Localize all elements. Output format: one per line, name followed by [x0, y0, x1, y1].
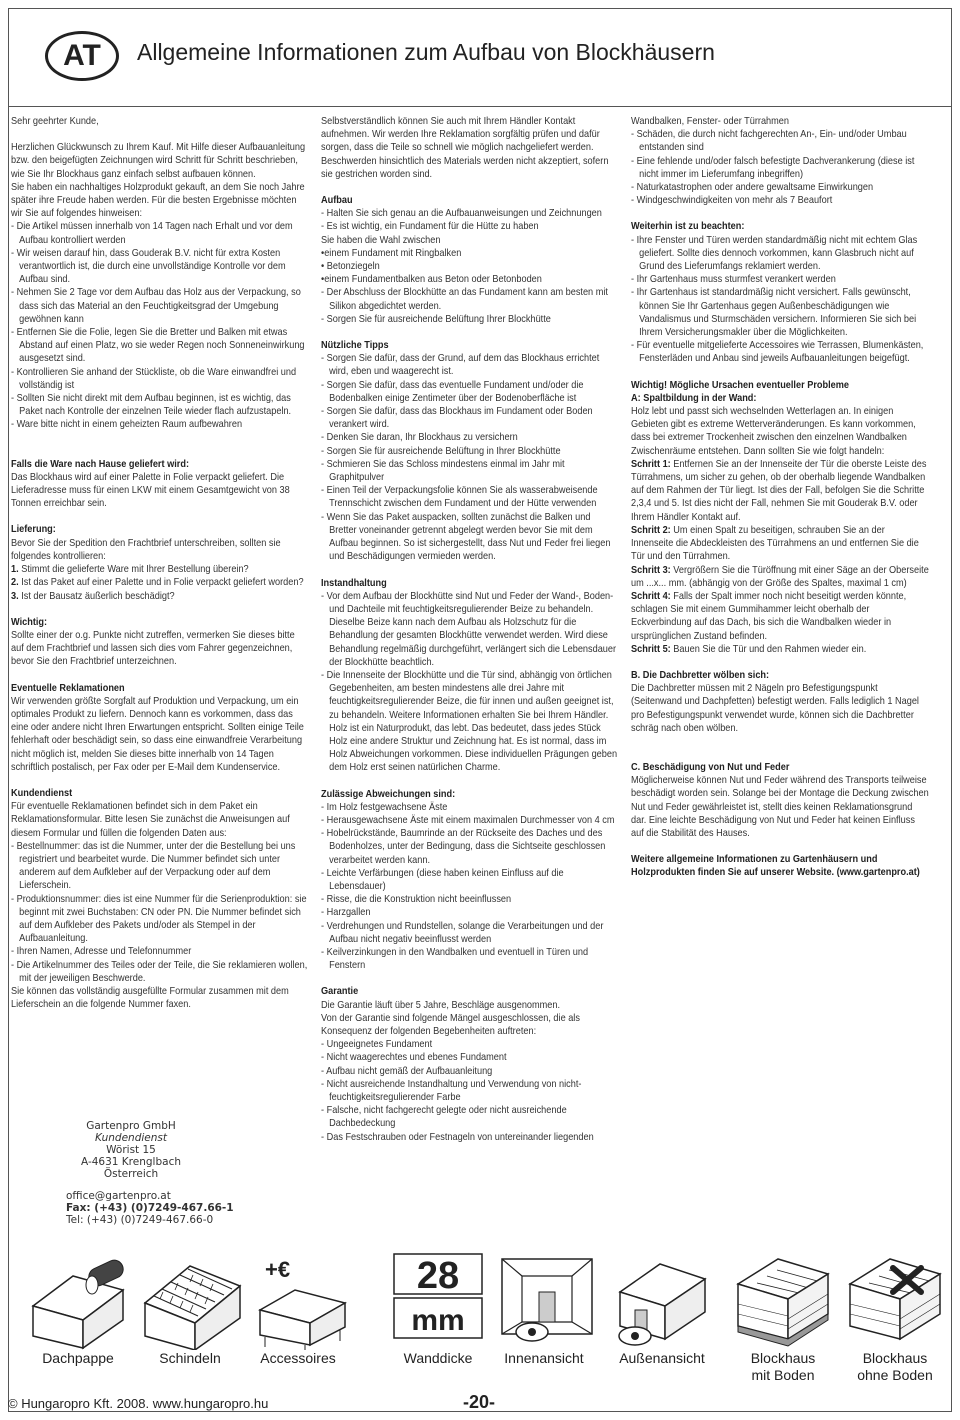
company-name: Gartenpro GmbH — [86, 1120, 176, 1132]
list-item: - Bestellnummer: das ist die Nummer, unter der die Bestellung bei uns registriert und bearbeitet wurde. Die Nummer befindet sich unter anderem auf dem Aufkleber auf der Verpackung oder auf dem Lieferschein. — [11, 840, 296, 892]
section-heading: Lieferung: — [11, 524, 56, 536]
tips-list — [321, 352, 619, 563]
phone: Tel: (+43) (0)7249-467.66-0 — [66, 1214, 214, 1226]
list-item: - Entfernen Sie die Folie, legen Sie die Bretter und Balken mit etwas Abstand auf einen Platz, wo sie weder Regen noch Sonneneinwirkung ausgesetzt sind. — [11, 327, 305, 365]
step: Schritt 4: Falls der Spalt immer noch nicht beseitigt werden könnte, schlagen Sie mit einem Gummihammer leicht oberhalb der Eckverbindung auf das Dach, bis sich die Wandbalken wieder in ursprünglichen Zustand befinden. — [631, 590, 907, 642]
list-item: - Naturkatastrophen oder andere gewaltsame Einwirkungen — [631, 182, 874, 194]
intro-paragraph-2: Sie haben ein nachhaltiges Holzprodukt gekauft, an dem Sie noch Jahre später ihre Freude haben werden. Für die besten Ergebnisse möchten wir Sie auf folgendes hinweisen: — [11, 181, 305, 220]
label-accessories: Accessoires — [260, 1350, 336, 1366]
country-badge: AT — [45, 31, 119, 81]
subsection-heading: C. Beschädigung von Nut und Feder — [631, 761, 790, 773]
accessories-icon — [260, 1257, 345, 1350]
street: Wörist 15 — [106, 1144, 156, 1156]
list-item: Wandbalken, Fenster- oder Türrahmen — [631, 116, 789, 127]
paragraph: Selbstverständlich können Sie auch mit Ihrem Händler Kontakt aufnehmen. Wir werden Ihre Reklamation sorgfältig prüfen und dafür sorgen, dass die Teile so schnell wie möglich nachgeliefert werden. Beschwerden hinsichtlich des Materials werden nicht akzeptiert, sofern sie gestrichen worden sind. — [321, 116, 609, 180]
paragraph: Sie können das vollständig ausgefüllte Formular zusammen mit dem Lieferschein an die folgende Nummer faxen. — [11, 985, 289, 1011]
list-item: - Die Innenseite der Blockhütte und die Tür sind, abhängig von örtlichen Gegebenheiten, am besten mindestens alle drei Jahre mit feuchtigkeitsregulierender Beize, die für innen und außen geeignet ist, zu behandeln. Weitere Informationen erhalten Sie bei Ihrem Händler. Holz ist ein Naturprodukt, das lebt. Das bedeutet, dass jedes Stück Holz eine andere Struktur und Zeichnung hat. Es ist normal, dass im Holz Abweichungen vorkommen. Diese individuellen Prägungen geben dem Holz erst seinen natürlichen Charme. — [321, 669, 618, 774]
section-heading: Nützliche Tipps — [321, 340, 389, 352]
list-item: - Denken Sie daran, Ihr Blockhaus zu versichern — [321, 432, 518, 444]
department: Kundendienst — [95, 1132, 167, 1144]
list-item: • Betonziegeln — [321, 261, 380, 273]
subsection-heading: A: Spaltbildung in der Wand: — [631, 392, 757, 404]
column-2 — [321, 115, 619, 1144]
list-item: - Windgeschwindigkeiten von mehr als 7 Beaufort — [631, 195, 833, 207]
list-item: - Die Artikel müssen innerhalb von 14 Tagen nach Erhalt und vor dem Aufbau kontrolliert werden — [11, 221, 293, 246]
list-item: - Kontrollieren Sie anhand der Stückliste, ob die Ware einwandfrei und vollständig ist — [11, 366, 297, 391]
section-heading: Wichtig: — [11, 616, 48, 628]
exterior-view-icon — [619, 1264, 705, 1345]
list-item: - Für eventuelle mitgelieferte Accessoires wie Terrassen, Blumenkästen, Fensterläden und Anbau sind jeweils Aufbauanleitungen beigefügt. — [631, 340, 924, 365]
paragraph: Das Blockhaus wird auf einer Palette in Folie verpackt geliefert. Die Lieferadresse muss für einen LKW mit einem Gesamtgewicht von 38 Tonnen erreichbar sein. — [11, 471, 290, 510]
list-item: - Sorgen Sie dafür, dass das eventuelle Fundament und/oder die Bodenbalken einige Zentimeter über der Bodenoberfläche ist — [321, 379, 584, 404]
step: Schritt 5: Bauen Sie die Tür und den Rahmen wieder ein. — [631, 643, 867, 655]
list-item: - Aufbau nicht gemäß der Aufbauanleitung — [321, 1065, 493, 1077]
subsection-heading: B. Die Dachbretter wölben sich: — [631, 669, 770, 681]
list-item: - Leichte Verfärbungen (diese haben keinen Einfluss auf die Lebensdauer) — [321, 867, 564, 892]
paragraph: Sollte einer der o.g. Punkte nicht zutreffen, vermerken Sie dieses bitte auf dem Frachtbrief und lassen sich dies vom Fahrer gegenzeichnen, bevor Sie den Frachtbrief unterzeichnen. — [11, 629, 295, 668]
paragraph: Möglicherweise können Nut und Feder während des Transports teilweise beschädigt worden sein. Solange bei der Montage die Deckung zwischen Nut und Feder gewährleistet ist, stellt dies keinen Reklamationsgrund dar. Eine leichte Beschädigung von Nut und Feder hat keinen Einfluss auf die Stabilität des Hauses. — [631, 775, 929, 839]
paragraph: Holz lebt und passt sich wechselnden Wetterlagen an. In einigen Gebieten gibt es extreme Wetterveränderungen. Es kann vorkommen, dass bei extremer Trockenheit zwischen den einzelnen Wandbalken Zwischenräume entstehen. Dann sollten Sie wie folgt handeln: — [631, 406, 916, 457]
step: Schritt 2: Um einen Spalt zu beseitigen, schrauben Sie an der Innenseite die Abdeckleisten des Türrahmens an und entfernen Sie die Tür und den Türrahmen. — [631, 524, 919, 563]
list-item: - Sorgen Sie für ausreichende Belüftung in Ihrer Blockhütte — [321, 445, 561, 457]
warranty-list — [321, 1038, 619, 1144]
column-1 — [11, 115, 309, 1011]
list-item: - Der Abschluss der Blockhütte an das Fundament kann am besten mit Silikon abgedichtet werden. — [321, 287, 608, 312]
list-item: - Sorgen Sie dafür, dass der Grund, auf dem das Blockhaus errichtet wird, eben und waagerecht ist. — [321, 353, 600, 378]
shingles-icon — [145, 1266, 240, 1350]
roofing-felt-icon — [33, 1257, 126, 1348]
delivery-checklist — [11, 563, 309, 603]
label-cabin-with-floor: Blockhaus mit Boden — [750, 1350, 816, 1383]
check-list — [11, 220, 309, 431]
deviations-list — [321, 801, 619, 973]
list-item: - Es ist wichtig, ein Fundament für die Hütte zu haben — [321, 221, 539, 233]
assembly-list — [321, 207, 619, 326]
paragraph: Von der Garantie sind folgende Mängel ausgeschlossen, die als Konsequenz der folgenden Begebenheiten auftreten: — [321, 1012, 580, 1037]
page-title: Allgemeine Informationen zum Aufbau von Blockhäusern — [137, 39, 715, 65]
list-item: - Hobelrückstände, Baumrinde an der Rückseite des Daches und des Bodenholzes, unter der Bedingung, dass die Sichtseite geschlossen verarbeitet werden kann. — [321, 828, 606, 866]
list-item: Sie haben die Wahl zwischen — [321, 234, 441, 246]
list-item: - Falsche, nicht fachgerecht gelegte oder nicht ausreichende Dachbedeckung — [321, 1105, 567, 1130]
greeting: Sehr geehrter Kunde, — [11, 116, 99, 127]
website-note: Weitere allgemeine Informationen zu Gartenhäusern und Holzprodukten finden Sie auf unserer Website. (www.gartenpro.at) — [631, 854, 920, 879]
list-item: - Nicht ausreichende Instandhaltung und Verwendung von nicht-feuchtigkeitsregulierender Farbe — [321, 1078, 582, 1104]
section-heading: Falls die Ware nach Hause geliefert wird: — [11, 458, 190, 470]
list-item: - Sorgen Sie für ausreichende Belüftung Ihrer Blockhütte — [321, 313, 551, 325]
section-heading: Eventuelle Reklamationen — [11, 682, 125, 694]
list-item: - Sollten Sie nicht direkt mit dem Aufbau beginnen, ist es wichtig, das Paket nach Kontrolle der einzelnen Teile wieder flach aufzustapeln. — [11, 393, 292, 418]
feature-icons — [0, 1250, 960, 1350]
warranty-list-cont — [631, 115, 929, 207]
list-item: - Nicht waagerechtes und ebenes Fundament — [321, 1052, 507, 1064]
city: A-4631 Krenglbach — [81, 1156, 181, 1168]
fax: Fax: (+43) (0)7249-467.66-1 — [66, 1202, 234, 1214]
section-heading: Zulässige Abweichungen sind: — [321, 788, 456, 800]
section-heading: Weiterhin ist zu beachten: — [631, 221, 745, 233]
list-item: - Das Festschrauben oder Festnageln von untereinander liegenden — [321, 1131, 594, 1143]
maintenance-list — [321, 590, 619, 775]
list-item: - Wir weisen darauf hin, dass Gouderak B.V. nicht für extra Kosten verantwortlich ist, die durch eine unvollständige Kontrolle vor dem Aufbau sind. — [11, 247, 286, 286]
email[interactable]: office@gartenpro.at — [66, 1190, 171, 1202]
list-item: - Keilverzinkungen in den Wandbalken und eventuell in Türen und Fenstern — [321, 946, 589, 972]
list-item: - Herausgewachsene Äste mit einem maximalen Durchmesser von 4 cm — [321, 814, 615, 826]
section-heading: Instandhaltung — [321, 577, 387, 589]
label-interior-view: Innenansicht — [504, 1350, 584, 1366]
list-item: - Ihr Gartenhaus ist standardmäßig nicht versichert. Falls gewünscht, können Sie Ihr Gartenhaus gegen Außenbeschädigungen wie Vandalismus und Sturmschäden versichern. Informieren Sie sich bei Ihrem Versicherungsmakler über die Möglichkeiten. — [631, 287, 917, 339]
section-heading: Kundendienst — [11, 787, 73, 799]
list-item: •einem Fundamentbalken aus Beton oder Betonboden — [321, 274, 542, 286]
notes-list — [631, 234, 929, 366]
list-item: •einem Fundament mit Ringbalken — [321, 247, 462, 259]
step: Schritt 1: Entfernen Sie an der Innenseite der Tür die oberste Leiste des Türrahmens, um sicher zu gehen, ob der oberhalb liegende Wandbalken auf dem Rahmen der Tür liegt. Ist dies der Fall, befolgen Sie die Schritte 2,3,4 und 5. Ist dies nicht der Fall, nehmen Sie mit Gouderak B.V. oder Ihrem Händler Kontakt auf. — [631, 458, 927, 523]
plus-euro-label: +€ — [265, 1257, 291, 1282]
page-number: -20- — [463, 1392, 496, 1412]
cabin-without-floor-icon — [850, 1259, 940, 1339]
list-item: - Verdrehungen und Rundstellen, solange die Verarbeitungen und der Aufbau nicht negativ beeinflusst werden — [321, 920, 604, 945]
contact-block — [66, 1120, 234, 1226]
list-item: - Ihr Gartenhaus muss sturmfest verankert werden — [631, 274, 836, 286]
section-heading: Wichtig! Mögliche Ursachen eventueller Probleme — [631, 379, 849, 391]
section-heading: Garantie — [321, 986, 359, 998]
country: Österreich — [103, 1168, 159, 1180]
list-item: - Sorgen Sie dafür, dass das Blockhaus im Fundament oder Boden verankert wird. — [321, 406, 593, 431]
label-wall-thickness: Wanddicke — [403, 1350, 473, 1366]
list-item: - Eine fehlende und/oder falsch befestigte Dachverankerung (diese ist nicht immer im Lieferumfang inbegriffen) — [631, 155, 915, 180]
label-cabin-without-floor: Blockhaus ohne Boden — [857, 1350, 933, 1383]
thickness-value: 28 — [416, 1255, 460, 1297]
paragraph: Für eventuelle Reklamationen befindet sich in dem Paket ein Reklamationsformular. Bitte lesen Sie zunächst die Anweisungen auf diesem Formular und füllen die folgenden Daten aus: — [11, 801, 290, 839]
label-shingles: Schindeln — [159, 1350, 221, 1366]
list-item: - Einen Teil der Verpackungsfolie können Sie als wasserabweisende Trennschicht zwischen dem Fundament und der Hütte verwenden — [321, 485, 598, 510]
list-item: - Ungeeignetes Fundament — [321, 1039, 433, 1051]
list-item: - Vor dem Aufbau der Blockhütte sind Nut und Feder der Wand-, Boden- und Dachteile mit feuchtigkeitsregulierender Beize zu behandeln. Dieselbe Beize kann nach dem Aufbau als Holzschutz für die Behandlung der gesamten Blockhütte verwendet werden. Wird diese Behandlung regelmäßig durchgeführt, verlängert sich die Lebensdauer der Blockhütte beachtlich. — [321, 590, 617, 668]
list-item: 1. Stimmt die gelieferte Ware mit Ihrer Bestellung überein? — [11, 564, 249, 576]
step: Schritt 3: Vergrößern Sie die Türöffnung mit einer Säge an der Oberseite um ...x... mm. (abhängig von der Größe des Spaltes, maximal 1 cm) — [631, 564, 929, 589]
list-item: - Schmieren Sie das Schloss mindestens einmal im Jahr mit Graphitpulver — [321, 458, 565, 484]
label-exterior-view: Außenansicht — [619, 1350, 705, 1366]
intro-paragraph: Herzlichen Glückwunsch zu Ihrem Kauf. Mit Hilfe dieser Aufbauanleitung bzw. den beigefügten Zeichnungen wird Schritt für Schritt beschrieben, wie Sie Ihr Blockhaus ganz einfach selbst aufbauen können. — [11, 142, 306, 180]
list-item: 2. Ist das Paket auf einer Palette und in Folie verpackt geliefert worden? — [11, 577, 304, 589]
thickness-unit: mm — [411, 1304, 465, 1337]
paragraph: Bevor Sie der Spedition den Frachtbrief unterschreiben, sollten sie folgendes kontrollieren: — [11, 537, 281, 562]
list-item: - Harzgallen — [321, 907, 371, 919]
list-item: - Ihre Fenster und Türen werden standardmäßig nicht mit echtem Glas geliefert. Sollte dies dennoch vorkommen, kann Glasbruch nicht auf Grund des Lieferumfangs reklamiert werden. — [631, 234, 918, 273]
paragraph: Die Dachbretter müssen mit 2 Nägeln pro Befestigungspunkt (Seitenwand und Dachpfetten) befestigt werden. Falls lediglich 1 Nagel pro Befestigungspunkt verwendet wurde, können sich die Dachbretter schräg nach oben wölben. — [631, 683, 919, 734]
header — [9, 9, 951, 107]
section-heading: Aufbau — [321, 195, 353, 207]
list-item: - Im Holz festgewachsene Äste — [321, 801, 448, 813]
list-item: - Risse, die die Konstruktion nicht beeinflussen — [321, 894, 512, 906]
column-3 — [631, 115, 929, 880]
list-item: - Ihren Namen, Adresse und Telefonnummer — [11, 946, 192, 958]
copyright: © Hungaropro Kft. 2008. www.hungaropro.hu — [8, 1396, 269, 1411]
label-roofing-felt: Dachpappe — [42, 1350, 114, 1366]
list-item: - Nehmen Sie 2 Tage vor dem Aufbau das Holz aus der Verpackung, so dass sich das Material an den Feuchtigkeitsgrad der Umgebung gewöhnen kann — [11, 287, 301, 325]
list-item: - Halten Sie sich genau an die Aufbauanweisungen und Zeichnungen — [321, 208, 602, 220]
list-item: - Schäden, die durch nicht fachgerechten An-, Ein- und/oder Umbau entstanden sind — [631, 129, 907, 154]
list-item: - Die Artikelnummer des Teiles oder der Teile, die Sie reklamieren wollen, mit der jeweiligen Beschwerde. — [11, 959, 308, 984]
service-list — [11, 840, 309, 985]
paragraph: Die Garantie läuft über 5 Jahre, Beschläge ausgenommen. — [321, 999, 561, 1011]
list-item: 3. Ist der Bausatz äußerlich beschädigt? — [11, 590, 175, 602]
cabin-with-floor-icon — [738, 1259, 828, 1346]
interior-view-icon — [502, 1259, 592, 1341]
list-item: - Ware bitte nicht in einem geheizten Raum aufbewahren — [11, 419, 243, 431]
wall-thickness-icon — [394, 1254, 482, 1338]
list-item: - Wenn Sie das Paket auspacken, sollten zunächst die Balken und Bretter voneinander getrennt abgelegt werden bevor Sie mit dem Aufbau beginnen. So ist sichergestellt, dass Nut und Feder frei liegen und Beschädigungen vermieden werden. — [321, 511, 611, 563]
paragraph: Wir verwenden größte Sorgfalt auf Produktion und Verpackung, um ein optimales Produkt zu liefern. Dennoch kann es vorkommen, dass das eine oder andere nicht Ihren Erwartungen entspricht. Sollten einige Teile fehlerhaft oder beschädigt sein, so dass eine einwandfreie Verarbeitung nicht möglich ist, melden Sie dieses bitte innerhalb von 14 Tagen schriftlich postalisch, per Fax oder per E-Mail dem Kundenservice. — [11, 695, 304, 773]
list-item: - Produktionsnummer: dies ist eine Nummer für die Serienproduktion: sie beginnt mit zwei Buchstaben: CN oder PN. Die Nummer befindet sich auf dem Aufkleber des Pakets und/oder als Stempel in der Aufbauanleitung. — [11, 893, 307, 945]
